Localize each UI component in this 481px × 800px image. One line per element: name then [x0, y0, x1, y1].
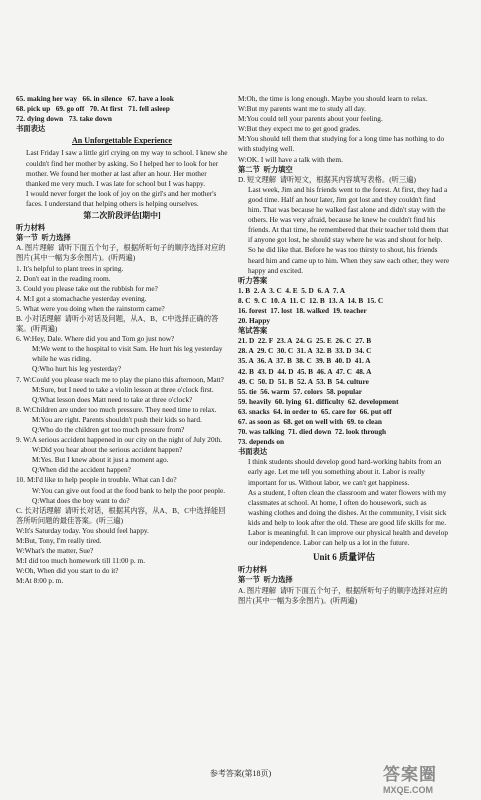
- text-line: 第一节 听力选择: [16, 233, 71, 243]
- unit-title: Unit 6 质量评估: [312, 552, 375, 563]
- text-line: 68. pick up 69. go off 70. At first 71. fell asleep: [16, 104, 170, 114]
- text-line: Q:Who do the children get too much pressure from?: [32, 425, 185, 434]
- text-line: A. 图片理解 请听下面五个句子，根据所听句子的顺序选择对应的图片(其中一幅为多余图片)。(听两遍): [238, 585, 448, 605]
- text-line: 5. What were you doing when the rainstorm came?: [16, 303, 165, 313]
- text-line: M:We went to the hospital to visit Sam. He hurt his leg yesterday while he was riding.: [32, 344, 225, 364]
- text-line: 2. Don't eat in the reading room.: [16, 273, 111, 283]
- text-line: 1. It's helpful to plant trees in spring.: [16, 263, 124, 273]
- text-line: 听力材料: [16, 223, 46, 233]
- text-line: W:It's Saturday today. You should feel happy.: [16, 525, 149, 535]
- text-line: 第二节 听力填空: [238, 164, 293, 174]
- text-line: C. 长对话理解 请听长对话，根据其内容，从A、B、C中选择能回答所听问题的最佳答案。(听三遍): [16, 505, 226, 525]
- text-line: 6. W:Hey, Dale. Where did you and Tom go just now?: [16, 334, 175, 344]
- text-line: 1. B 2. A 3. C 4. E 5. D 6. A 7. A: [238, 285, 346, 295]
- text-line: Q:What lesson does Matt need to take at three o'clock?: [32, 394, 193, 404]
- text-line: 7. W:Could you please teach me to play the piano this afternoon, Matt?: [16, 374, 224, 384]
- page-footer: 参考答案(第18页): [209, 769, 272, 778]
- text-line: 35. A 36. A 37. B 38. C 39. B 40. D 41. A: [238, 356, 371, 366]
- text-line: 28. A 29. C 30. C 31. A 32. B 33. D 34. C: [238, 346, 372, 356]
- text-line: M:Yes. But I knew about it just a moment ago.: [32, 455, 169, 465]
- text-line: 49. C 50. D 51. B 52. A 53. B 54. culture: [238, 376, 369, 386]
- text-line: M:But, Tony, I'm really tired.: [16, 536, 102, 546]
- text-line: M:You should tell them that studying for a long time has nothing to do with studying well.: [238, 134, 447, 154]
- text-line: 20. Happy: [238, 316, 271, 326]
- text-line: W:Did you hear about the serious accident happen?: [32, 445, 183, 455]
- section-title: An Unforgettable Experience: [72, 136, 172, 146]
- text-line: M:You are right. Parents shouldn't push their kids so hard.: [32, 414, 202, 424]
- text-line: 67. as soon as 68. get on well with 69. to clean: [238, 417, 382, 426]
- text-line: 55. tie 56. warm 57. colors 58. popular: [238, 386, 363, 396]
- text-line: Labor is meaningful. It can improve our physical health and develop our independence. Labor can help us a lot in the future.: [248, 528, 450, 548]
- text-line: 笔试答案: [238, 326, 268, 336]
- text-line: D. 短文理解 请听短文，根据其内容填写表格。(听三遍): [238, 174, 416, 184]
- text-line: 9. W:A serious accident happened in our city on the night of July 20th.: [16, 435, 223, 445]
- text-line: 10. M:I'd like to help people in trouble. What can I do?: [16, 475, 177, 485]
- text-line: M:You could tell your parents about your feeling.: [238, 114, 383, 124]
- text-line: I think students should develop good hard-working habits from an early age. Let me tell you something about it. Labor is really important for us. Without labor, we can't get happiness.: [248, 457, 443, 487]
- text-line: W:OK. I will have a talk with them.: [238, 154, 343, 164]
- text-line: B. 小对话理解 请听小对话及问题，从A、B、C中选择正确的答案。(听两遍): [16, 313, 219, 334]
- text-line: W:But they expect me to get good grades.: [238, 124, 361, 134]
- text-line: 4. M:I got a stomachache yesterday evening.: [16, 293, 147, 303]
- text-line: Last Friday I saw a little girl crying on my way to school. I knew she couldn't find her mother by asking. So I helped her to look for her mother. We found her mother at last after an hour. Her mother thanked me very much. I was late for school but I was happy.: [26, 148, 230, 188]
- text-line: As a student, I often clean the classroom and water flowers with my classmates at school. At home, I often do housework, such as washing clothes and doing the dishes. At the community, I visit sick kids and help to look after the old. These are good life skills for me.: [248, 487, 449, 527]
- text-line: 书面表达: [16, 124, 46, 134]
- text-line: W:But my parents want me to study all day.: [238, 104, 366, 114]
- text-line: 第一节 听力选择: [238, 575, 293, 585]
- text-line: 书面表达: [238, 447, 268, 457]
- text-line: Q:What does the boy want to do?: [32, 495, 130, 505]
- text-line: W:What's the matter, Sue?: [16, 546, 94, 556]
- text-line: 8. W:Children are under too much pressure. They need time to relax.: [16, 404, 217, 414]
- text-line: 3. Could you please take out the rubbish for me?: [16, 283, 158, 293]
- text-line: I would never forget the look of joy on the girl's and her mother's faces. I understand that helping others is helping ourselves.: [26, 188, 219, 208]
- text-line: W:Oh, When did you start to do it?: [16, 566, 119, 576]
- text-line: M:Oh, the time is long enough. Maybe you should learn to relax.: [238, 94, 428, 103]
- text-line: W:You can give out food at the food bank to help the poor people.: [32, 485, 226, 495]
- text-line: Q:Who hurt his leg yesterday?: [32, 364, 122, 374]
- text-line: 63. snacks 64. in order to 65. care for 66. put off: [238, 406, 392, 416]
- text-line: 70. was talking 71. died down 72. look through: [238, 427, 387, 437]
- text-line: 42. B 43. D 44. D 45. B 46. A 47. C 48. A: [238, 366, 372, 376]
- text-line: M:Sure, but I need to take a violin lesson at three o'clock first.: [32, 384, 214, 394]
- watermark-logo: 答案圈 MXQE.COM: [383, 765, 437, 795]
- section-title: 第二次阶段评估[期中]: [83, 211, 161, 221]
- left-column: [16, 94, 228, 587]
- text-line: A. 图片理解 请听下面五个句子，根据所听句子的顺序选择对应的图片(其中一幅为多余图片)。(听两遍): [16, 243, 226, 263]
- text-line: M:I did too much homework till 11:00 p. m.: [16, 556, 146, 566]
- text-line: Last week, Jim and his friends went to the forest. At first, they had a good time. Half an hour later, Jim got lost and they couldn't find him. That was because he walked fast alone and didn't stay with the others. He was very afraid, because he knew he couldn't find his friends. At that time, he remembered that their teacher told them that if anyone got lost, he should stay where he was and shout for help. So he did like that. Before he was too thirsty to shout, his friends heard him and came up to him. When they saw each other, they were happy and excited.: [248, 184, 452, 275]
- text-line: Q:When did the accident happen?: [32, 465, 131, 475]
- text-line: M:At 8:00 p. m.: [16, 576, 64, 586]
- text-line: 21. D 22. F 23. A 24. G 25. E 26. C 27. B: [238, 336, 372, 346]
- text-line: 59. heavily 60. lying 61. difficulty 62. development: [238, 396, 399, 406]
- text-line: 16. forest 17. lost 18. walked 19. teacher: [238, 305, 367, 315]
- right-column: [238, 94, 450, 606]
- text-line: 73. depends on: [238, 437, 285, 447]
- text-line: 听力答案: [238, 275, 268, 285]
- text-line: 72. dying down 73. take down: [16, 114, 112, 124]
- text-line: 65. making her way 66. in silence 67. have a look: [16, 94, 174, 103]
- text-line: 8. C 9. C 10. A 11. C 12. B 13. A 14. B 15. C: [238, 295, 384, 305]
- text-line: 听力材料: [238, 565, 268, 575]
